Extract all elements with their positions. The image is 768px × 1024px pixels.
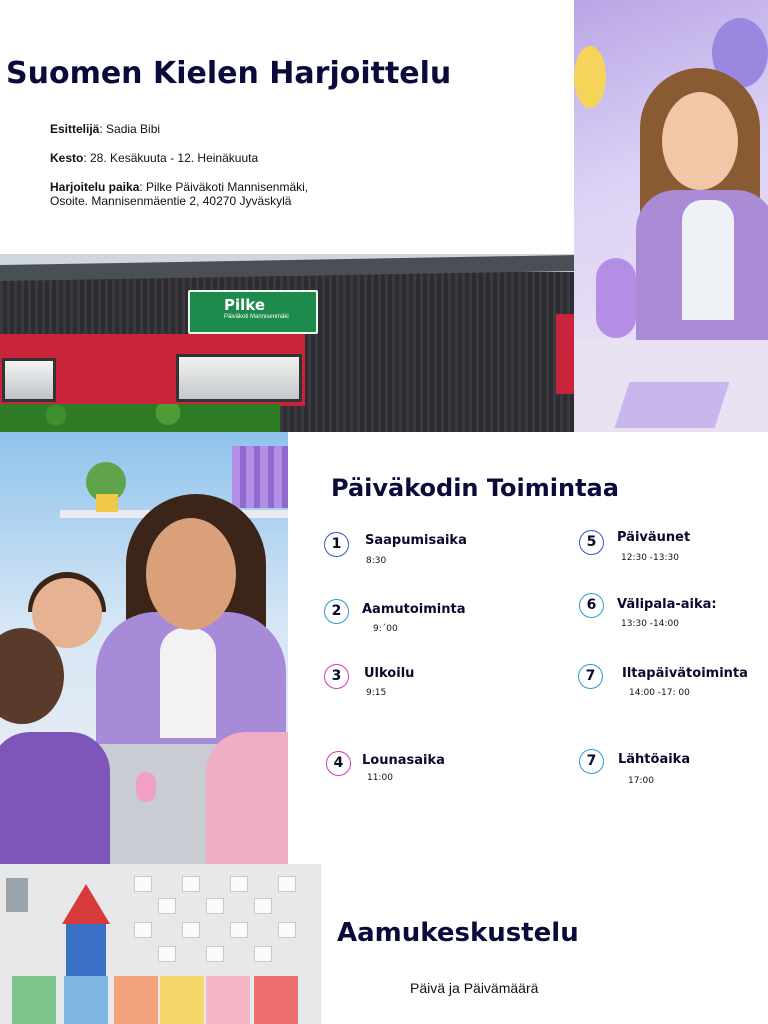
colored-strip <box>114 976 158 1024</box>
activity-label: Välipala-aika: <box>617 597 717 612</box>
activity-time: 9:15 <box>366 688 387 698</box>
pilke-sign-sub: Päiväkoti Mannisenmäki <box>224 314 289 320</box>
duration-line <box>50 151 258 165</box>
clay-figure <box>136 772 156 802</box>
picture-card <box>134 876 152 892</box>
picture-schedule-wall-photo <box>0 864 321 1024</box>
activity-number: 2 <box>324 599 349 624</box>
balloon-yellow <box>574 46 606 108</box>
page-title: Suomen Kielen Harjoittelu <box>6 56 452 91</box>
picture-card <box>254 898 272 914</box>
picture-card <box>206 946 224 962</box>
pilke-sign-name: Pilke <box>224 296 266 314</box>
activity-number: 3 <box>324 664 349 689</box>
activity-time: 14:00 -17: 00 <box>629 688 690 698</box>
morning-talk-subtitle: Päivä ja Päivämäärä <box>410 980 539 996</box>
teacher-shirt <box>682 200 734 320</box>
activity-label: Päiväunet <box>617 530 691 545</box>
pilke-sign <box>188 290 318 334</box>
place-value: : Pilke Päiväkoti Mannisenmäki, <box>139 180 309 194</box>
teacher-face <box>146 518 236 630</box>
activity-number: 4 <box>326 751 351 776</box>
picture-card <box>230 922 248 938</box>
presenter-label: Esittelijä <box>50 122 100 136</box>
plant-pot <box>96 494 118 512</box>
activity-time: 13:30 -14:00 <box>621 619 679 629</box>
activity-time: 9:´00 <box>373 624 398 634</box>
activity-label: Lähtöaika <box>618 752 691 767</box>
picture-card <box>230 876 248 892</box>
activity-label: Lounasaika <box>362 753 445 768</box>
picture-card <box>158 898 176 914</box>
colored-strip <box>12 976 56 1024</box>
teacher-portrait-photo <box>574 0 768 432</box>
picture-card <box>278 922 296 938</box>
bookshelf <box>232 446 288 508</box>
craft-paper <box>615 382 730 428</box>
colored-strip <box>64 976 108 1024</box>
picture-card <box>134 922 152 938</box>
colored-strip <box>206 976 250 1024</box>
activity-number: 7 <box>578 664 603 689</box>
colored-strip <box>254 976 298 1024</box>
picture-card <box>254 946 272 962</box>
teacher-face <box>662 92 738 190</box>
picture-card <box>278 876 296 892</box>
picture-card <box>158 946 176 962</box>
activity-label: Saapumisaika <box>365 533 467 548</box>
activities-title: Päiväkodin Toimintaa <box>331 474 619 502</box>
activity-time: 11:00 <box>367 773 393 783</box>
activity-number: 5 <box>579 530 604 555</box>
child-body <box>206 732 288 864</box>
activity-label: Ulkoilu <box>364 666 415 681</box>
colored-strip <box>160 976 204 1024</box>
teacher-shirt <box>160 628 216 738</box>
place-line <box>50 180 308 208</box>
place-label: Harjoitelu paika <box>50 180 140 194</box>
building-window <box>2 358 56 402</box>
presenter-line <box>50 122 160 136</box>
child-body <box>0 732 110 864</box>
picture-card <box>182 922 200 938</box>
picture-card <box>206 898 224 914</box>
building-red-panel-right <box>556 314 576 394</box>
address-text: Osoite. Mannisenmäentie 2, 40270 Jyväskylä <box>50 194 292 208</box>
building-window <box>176 354 302 402</box>
activity-time: 8:30 <box>366 556 387 566</box>
activity-number: 7 <box>579 749 604 774</box>
duration-label: Kesto <box>50 151 84 165</box>
morning-talk-title: Aamukeskustelu <box>337 918 579 948</box>
house-roof-shape <box>62 884 110 924</box>
daycare-building-photo <box>0 254 576 432</box>
activity-number: 6 <box>579 593 604 618</box>
wall-poster <box>6 878 28 912</box>
teacher-with-children-photo <box>0 432 288 864</box>
duration-value: : 28. Kesäkuuta - 12. Heinäkuuta <box>83 151 259 165</box>
toy-figure <box>596 258 636 338</box>
activity-label: Aamutoiminta <box>362 602 466 617</box>
hedge <box>0 404 280 432</box>
picture-card <box>182 876 200 892</box>
activity-time: 17:00 <box>628 776 654 786</box>
activity-time: 12:30 -13:30 <box>621 553 679 563</box>
activity-number: 1 <box>324 532 349 557</box>
activity-label: Iltapäivätoiminta <box>622 666 748 681</box>
presenter-value: : Sadia Bibi <box>99 122 161 136</box>
